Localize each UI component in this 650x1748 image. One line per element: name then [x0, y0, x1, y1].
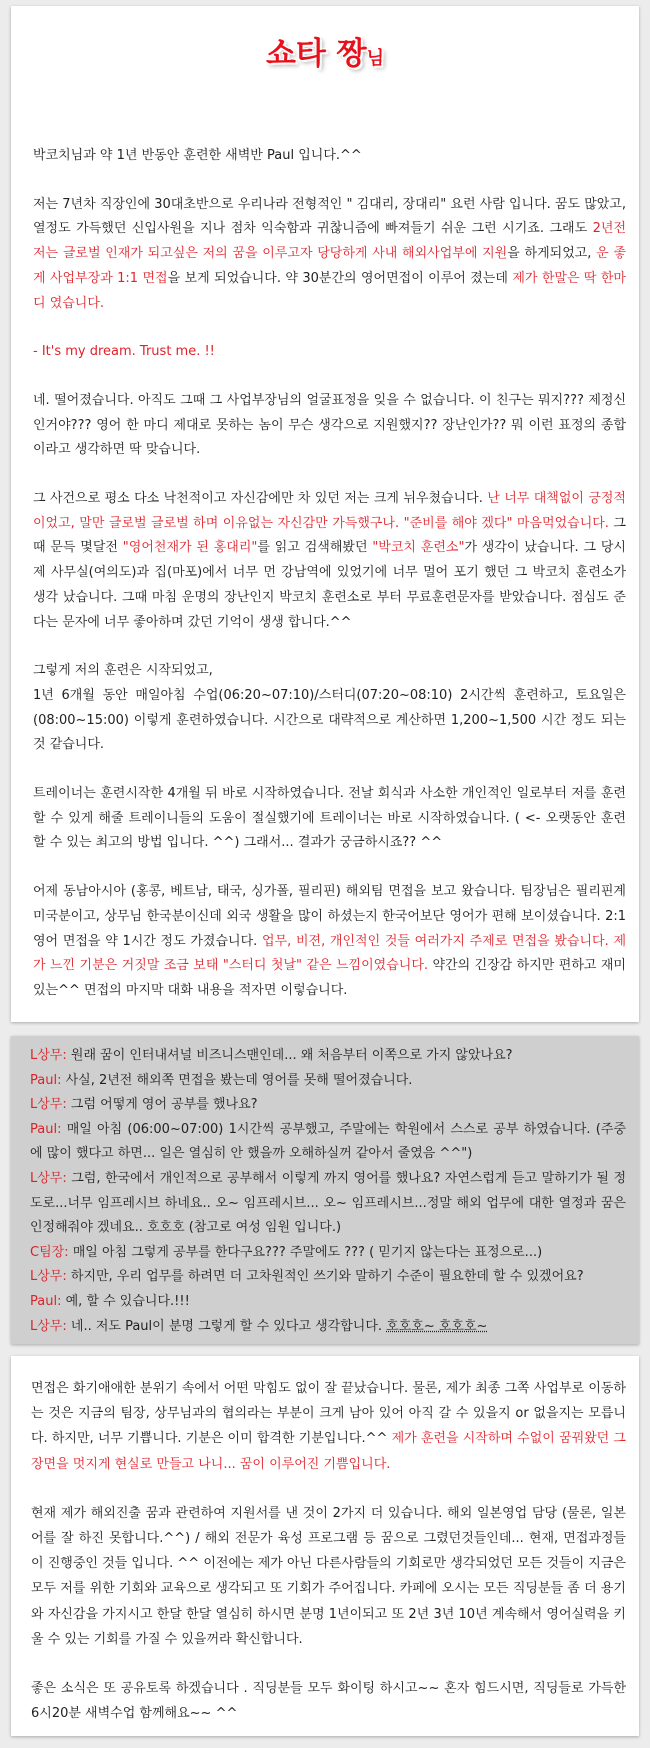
outro-paragraph-1: 면접은 화기애애한 분위기 속에서 어떤 막힘도 없이 잘 끝났습니다. 물론, 제가 최종 그쪽 사업부로 이동하는 것은 지금의 팀장, 상무님과의 협의라는 부분이 크게 남아 있어 아직 갈 수 있을지 or 없을지는 모릅니다. 하지만, 너무 기쁩니다. 기분은 이미 합격한 기분입니다.^^ 제가 훈련을 시작하며 수없이 꿈꿔왔던 그 장면을 멋지게 현실로 만들고 나니... 꿈이 이루어진 기쁨입니다. [31, 1381, 626, 1472]
interview-dialog-box [11, 1036, 639, 1344]
greeting-text: 박코치님과 약 1년 반동안 훈련한 새벽반 Paul 입니다.^^ [33, 148, 362, 163]
title-block [11, 28, 639, 73]
dialog-speaker: Paul: [30, 1293, 62, 1309]
intro-paragraph-4a: 그렇게 저의 훈련은 시작되었고, [33, 663, 213, 679]
intro-paragraph-2: 네. 떨어졌습니다. 아직도 그때 그 사업부장님의 얼굴표정을 잊을 수 없습니다. 이 친구는 뭐지??? 제정신인거야??? 영어 한 마디 제대로 못하는 놈이 무슨 생각으로 지원했지?? 장난인가?? 뭐 이런 표정의 종합이라고 생각하면 딱 맞습니다. [33, 392, 626, 458]
intro-paragraph-4b: 1년 6개월 동안 매일아침 수업(06:20~07:10)/스터디(07:20~08:10) 2시간씩 훈련하고, 토요일은(08:00~15:00) 이렇게 훈련하였습니다. 시간으로 대략적으로 계산하면 1,200~1,500 시간 정도 되는것 같습니다. [33, 687, 626, 753]
quote-line: - It's my dream. Trust me. !! [33, 344, 215, 360]
title-suffix: 님 [366, 48, 385, 69]
dialog-line: Paul: 매일 아침 (06:00~07:00) 1시간씩 공부했고, 주말에는 학원에서 스스로 공부 하였습니다. (주중에 많이 했다고 하면... 일은 열심히 안 했을까 오해하실꺼 같아서 줄였음 ^^") [30, 1121, 626, 1162]
dialog-line: L상무: 그럼, 한국에서 개인적으로 공부해서 이렇게 까지 영어를 했나요? 자연스럽게 듣고 말하기가 될 정도로...너무 임프레시브 하네요.. 오~ 임프레시브... 오~ 임프레시브...정말 해외 업무에 대한 열정과 꿈은 인정해줘야 겠네요.. 호호호 (참고로 여성 임원 입니다.) [30, 1170, 626, 1236]
dialog-speaker: L상무: [30, 1318, 67, 1334]
dialog-line: L상무: 하지만, 우리 업무를 하려면 더 고차원적인 쓰기와 말하기 수준이 필요한데 할 수 있겠어요? [30, 1269, 584, 1285]
page-title [266, 28, 384, 73]
outro-paragraph-2: 현재 제가 해외진출 꿈과 관련하여 지원서를 낸 것이 2가지 더 있습니다. 해외 일본영업 담당 (물론, 일본어를 잘 하진 못합니다.^^) / 해외 전문가 육성 프로그램 등 꿈으로 그렸던것들인데... 현재, 면접과정들이 진행중인 것들 입니다. ^^ 이전에는 제가 아닌 다른사람들의 기회로만 생각되었던 모든 것들이 지금은 모두 저를 위한 기회와 교육으로 생각되고 또 기회가 주어집니다. 카페에 오시는 모든 직딩분들 좀 더 용기와 자신감을 가지시고 한달 한달 열심히 하시면 분명 1년이되고 또 2년 3년 10년 계속해서 영어실력을 키울 수 있는 기회를 가질 수 있을꺼라 확신합니다. [31, 1505, 626, 1647]
dialog-line: C팀장: 매일 아침 그렇게 공부를 한다구요??? 주말에도 ??? ( 믿기지 않는다는 표정으로...) [30, 1244, 543, 1260]
conclusion-card [11, 1356, 639, 1736]
dialog-line: L상무: 그럼 어떻게 영어 공부를 했나요? [30, 1097, 258, 1113]
intro-paragraph-3: 그 사건으로 평소 다소 낙천적이고 자신감에만 차 있던 저는 크게 뉘우쳤습니다. 난 너무 대책없이 긍정적이었고, 말만 글로벌 글로벌 하며 이유없는 자신감만 가득했구나. "준비를 해야 겠다" 마음먹었습니다. 그때 문득 몇달전 "영어천재가 된 홍대리"를 읽고 검색해봤던 "박코치 훈련소"가 생각이 났습니다. 그 당시 제 사무실(여의도)과 집(마포)에서 너무 먼 강남역에 있었기에 너무 멀어 포기 했던 그 박코치 훈련소가 생각 났습니다. 그때 마침 운명의 장난인지 박코치 훈련소로 부터 무료훈련문자를 받았습니다. 점심도 준다는 문자에 너무 좋아하며 갔던 기억이 생생 합니다.^^ [33, 491, 626, 630]
intro-paragraph-5: 트레이너는 훈련시작한 4개월 뒤 바로 시작하였습니다. 전날 회식과 사소한 개인적인 일로부터 저를 훈련할 수 있게 해줄 트레이니들의 도움이 절실했기에 트레이너는 바로 시작하였습니다. ( <- 오랫동안 훈련할 수 있는 최고의 방법 입니다. ^^) 그래서... 결과가 궁금하시죠?? ^^ [33, 786, 626, 851]
dialog-line: Paul: 사실, 2년전 해외쪽 면접을 봤는데 영어를 못해 떨어졌습니다. [30, 1072, 413, 1088]
dialog-speaker: L상무: [30, 1269, 67, 1285]
dialog-line: Paul: 예, 할 수 있습니다.!!! [30, 1293, 190, 1309]
dialog-speaker: L상무: [30, 1097, 67, 1113]
dialog-line: L상무: 네.. 저도 Paul이 분명 그렇게 할 수 있다고 생각합니다. 호호호~ 호호호~ [30, 1318, 488, 1334]
outro-paragraph-3: 좋은 소식은 또 공유토록 하겠습니다 . 직딩분들 모두 화이팅 하시고~~ 혼자 힘드시면, 직딩들로 가득한 6시20분 새벽수업 함께해요~~ ^^ [31, 1681, 626, 1722]
intro-paragraph-6: 어제 동남아시아 (홍콩, 베트남, 태국, 싱가폴, 필리핀) 해외팀 면접을 보고 왔습니다. 팀장님은 필리핀계 미국분이고, 상무님 한국분이신데 외국 생활을 많이 하셨는지 한국어보단 영어가 편해 보이셨습니다. 2:1 영어 면접을 약 1시간 정도 가졌습니다. 업무, 비젼, 개인적인 것들 여러가지 주제로 면접을 봤습니다. 제가 느낀 기분은 거짓말 조금 보태 "스터디 첫날" 같은 느낌이였습니다. 약간의 긴장감 하지만 편하고 재미 있는^^ 면접의 마지막 대화 내용을 적자면 이렇습니다. [33, 884, 627, 998]
intro-paragraph-1: 저는 7년차 직장인에 30대초반으로 우리나라 전형적인 " 김대리, 장대리" 요런 사람 입니다. 꿈도 많았고, 열정도 가득했던 신입사원을 지나 점차 익숙함과 귀찮니즘에 빠져들기 쉬운 그런 시기죠. 그래도 2년전 저는 글로벌 인재가 되고싶은 저의 꿈을 이루고자 당당하게 사내 해외사업부에 지원을 하게되었고, 운 좋게 사업부장과 1:1 면접을 보게 되었습니다. 약 30분간의 영어면접이 이루어 졌는데 제가 한말은 딱 한마디 였습니다. [33, 196, 627, 311]
dialog-speaker: Paul: [30, 1121, 62, 1137]
dialog-speaker: C팀장: [30, 1244, 69, 1260]
dialog-speaker: L상무: [30, 1048, 67, 1063]
title-name: 쇼타 짱 [265, 36, 367, 72]
dialog-speaker: L상무: [30, 1170, 67, 1186]
story-card [11, 6, 639, 1022]
dialog-speaker: Paul: [30, 1072, 62, 1088]
dialog-line: L상무: 원래 꿈이 인터내셔널 비즈니스맨인데... 왜 처음부터 이쪽으로 가지 않았나요? [30, 1048, 513, 1063]
